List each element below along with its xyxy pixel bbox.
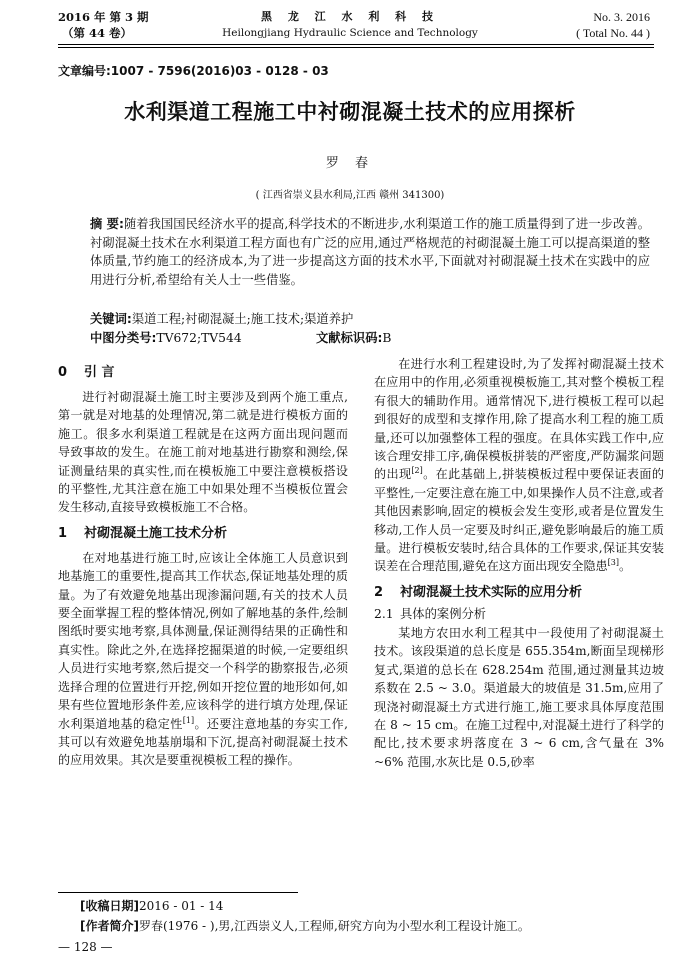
paragraph-text: 。 — [618, 559, 632, 574]
clc-label: 中图分类号: — [90, 331, 157, 345]
paper-title: 水利渠道工程施工中衬砌混凝土技术的应用探析 — [124, 100, 576, 124]
paragraph: 进行衬砌混凝土施工时主要涉及到两个施工重点,第一就是对地基的处理情况,第二就是进行模板方面的施工。很多水利渠道工程就是在这两方面出现问题而导致事故的发生。在施工前对地基进行勘察和测绘,保证测量结果的真实性,而在模板施工中要注意模板搭设的平整性,尤其注意在施工中如果处理不当模板位置会发生移动,直接导致模板施工不合格。 — [58, 390, 348, 515]
header-rule — [58, 44, 654, 45]
header-volume — [576, 9, 650, 41]
subsection-number: 2.1 — [374, 606, 394, 621]
author-name: 罗 春 — [325, 156, 375, 171]
abstract-label: 摘 要: — [90, 217, 124, 231]
keywords-label: 关键词: — [90, 312, 132, 326]
paragraph-text: 在进行水利工程建设时,为了发挥衬砌混凝土技术在应用中的作用,必须重视模板施工,其对整个模板工程有很大的辅助作用。通常情况下,进行模板工程可以起到很好的成型和支撑作用,除了提高水利工程的施工质量,还可以加强整体工程的强度。在具体实践工作中,应该合理安排工序,确保模板拼装的严密度,严防漏浆问题的出现 — [374, 357, 664, 482]
header-issue-line2: （第 44 卷） — [62, 26, 133, 40]
header-issue-line1: 2016 年 第 3 期 — [58, 10, 149, 24]
footnote-rule — [58, 892, 298, 893]
abstract-text: 随着我国国民经济水平的提高,科学技术的不断进步,水利渠道工作的施工质量得到了进一步改善。衬砌混凝土技术在水利渠道工程方面也有广泛的应用,通过严格规范的衬砌混凝土施工可以提高渠道的整体质量,节约施工的经济成本,为了进一步提高这方面的技术水平,下面就对衬砌混凝土技术在实践中的应用进行分析,希望给有关人士一些借鉴。 — [90, 217, 650, 287]
section-heading-2 — [374, 582, 664, 604]
doc-code-text: B — [382, 331, 392, 345]
paragraph-text: 。还要注意地基的夯实工作,其可以有效避免地基崩塌和下沉,提高衬砌混凝土技术的应用效果。其次是要重视模板工程的操作。 — [58, 716, 348, 768]
clc-text: TV672;TV544 — [156, 331, 242, 345]
paragraph — [374, 355, 664, 576]
page-number: — 128 — — [58, 940, 113, 954]
section-title: 衬砌混凝土技术实际的应用分析 — [400, 584, 583, 600]
author-info: 罗春(1976 - ),男,江西崇义人,工程师,研究方向为小型水利工程设计施工。 — [138, 919, 530, 933]
doc-code — [316, 329, 391, 347]
doc-code-label: 文献标识码: — [316, 331, 383, 345]
header-volume-line2: ( Total No. 44 ) — [576, 26, 650, 40]
section-number: 2 — [374, 584, 384, 600]
citation-ref: [3] — [607, 558, 619, 568]
citation-ref: [1] — [182, 715, 195, 725]
author-info-label: [作者简介] — [80, 919, 139, 933]
journal-name-en: Heilongjiang Hydraulic Science and Technology — [222, 27, 478, 39]
keywords-text: 渠道工程;衬砌混凝土;施工技术;渠道养护 — [131, 312, 354, 326]
paragraph-text: 在对地基进行施工时,应该让全体施工人员意识到地基施工的重要性,提高其工作状态,保证地基处理的质量。为了有效避免地基出现渗漏问题,有关的技术人员要全面掌握工程的整体情况,例如了解地基的条件,绘制图纸时要实地考察,具体测量,保证测得结果的正确性和真实性。除此之外,在选择挖掘渠道的时候,一定要组织人员进行实地考察,然后提交一个科学的勘察报告,必须选择合理的位置进行开挖,例如开挖位置的地形如何,如果有些位置地形条件差,应该科学的进行填方处理,保证水利渠道地基的稳定性 — [58, 550, 348, 731]
classification-line — [90, 329, 650, 347]
section-title: 引 言 — [84, 365, 115, 380]
left-column — [58, 362, 348, 770]
paragraph-text: 。在此基础上,拼装模板过程中要保证表面的平整性,一定要注意在施工中,如果操作人员不注意,或者其他因素影响,固定的模板会发生变形,或者是位置发生移动,工作人员一定要及时纠正,避免影响最后的施工质量。进行模板安装时,结合具体的工作要求,保证其安装误差在合理范围,避免在这方面出现安全隐患 — [374, 467, 664, 574]
received-label: [收稿日期] — [80, 899, 139, 913]
header-volume-line1: No. 3. 2016 — [593, 10, 650, 24]
abstract — [90, 215, 650, 289]
right-column — [374, 355, 664, 771]
received-date: 2016 - 01 - 14 — [138, 899, 224, 913]
section-number: 1 — [58, 525, 68, 541]
section-heading-1 — [58, 523, 348, 545]
citation-ref: [2] — [411, 466, 423, 476]
footnote-received — [80, 898, 223, 914]
paragraph: 某地方农田水利工程其中一段使用了衬砌混凝土技术。该段渠道的总长度是 655.354m,断面呈现梯形复式,渠道的总长在 628.254m 范围,通过测量其边坡系数在 2.5 ~ 3.0。渠道最大的坡值是 31.5m,应用了现浇衬砌混凝土方式进行施工,施工要求具体厚度范围在 8 ~ 15 cm。在施工过程中,对混凝土进行了科学的配比,技术要求坍落度在 3 ~ 6 cm,含气量在 3% ~6% 范围,水灰比是 0.5,砂率 — [374, 625, 664, 769]
article-number: 文章编号:1007 - 7596(2016)03 - 0128 - 03 — [58, 64, 329, 78]
keywords — [90, 310, 650, 328]
header-rule-double — [58, 47, 654, 48]
section-title: 衬砌混凝土施工技术分析 — [84, 525, 228, 541]
section-heading-intro — [58, 362, 348, 384]
section-number: 0 — [58, 365, 68, 380]
paragraph — [58, 549, 348, 770]
subsection-title: 具体的案例分析 — [400, 606, 487, 621]
footnote-author — [80, 918, 530, 934]
subsection-heading-2-1 — [374, 604, 664, 624]
author-affiliation: ( 江西省崇义县水利局,江西 赣州 341300) — [255, 190, 445, 201]
journal-name-cn: 黑 龙 江 水 利 科 技 — [261, 10, 439, 23]
